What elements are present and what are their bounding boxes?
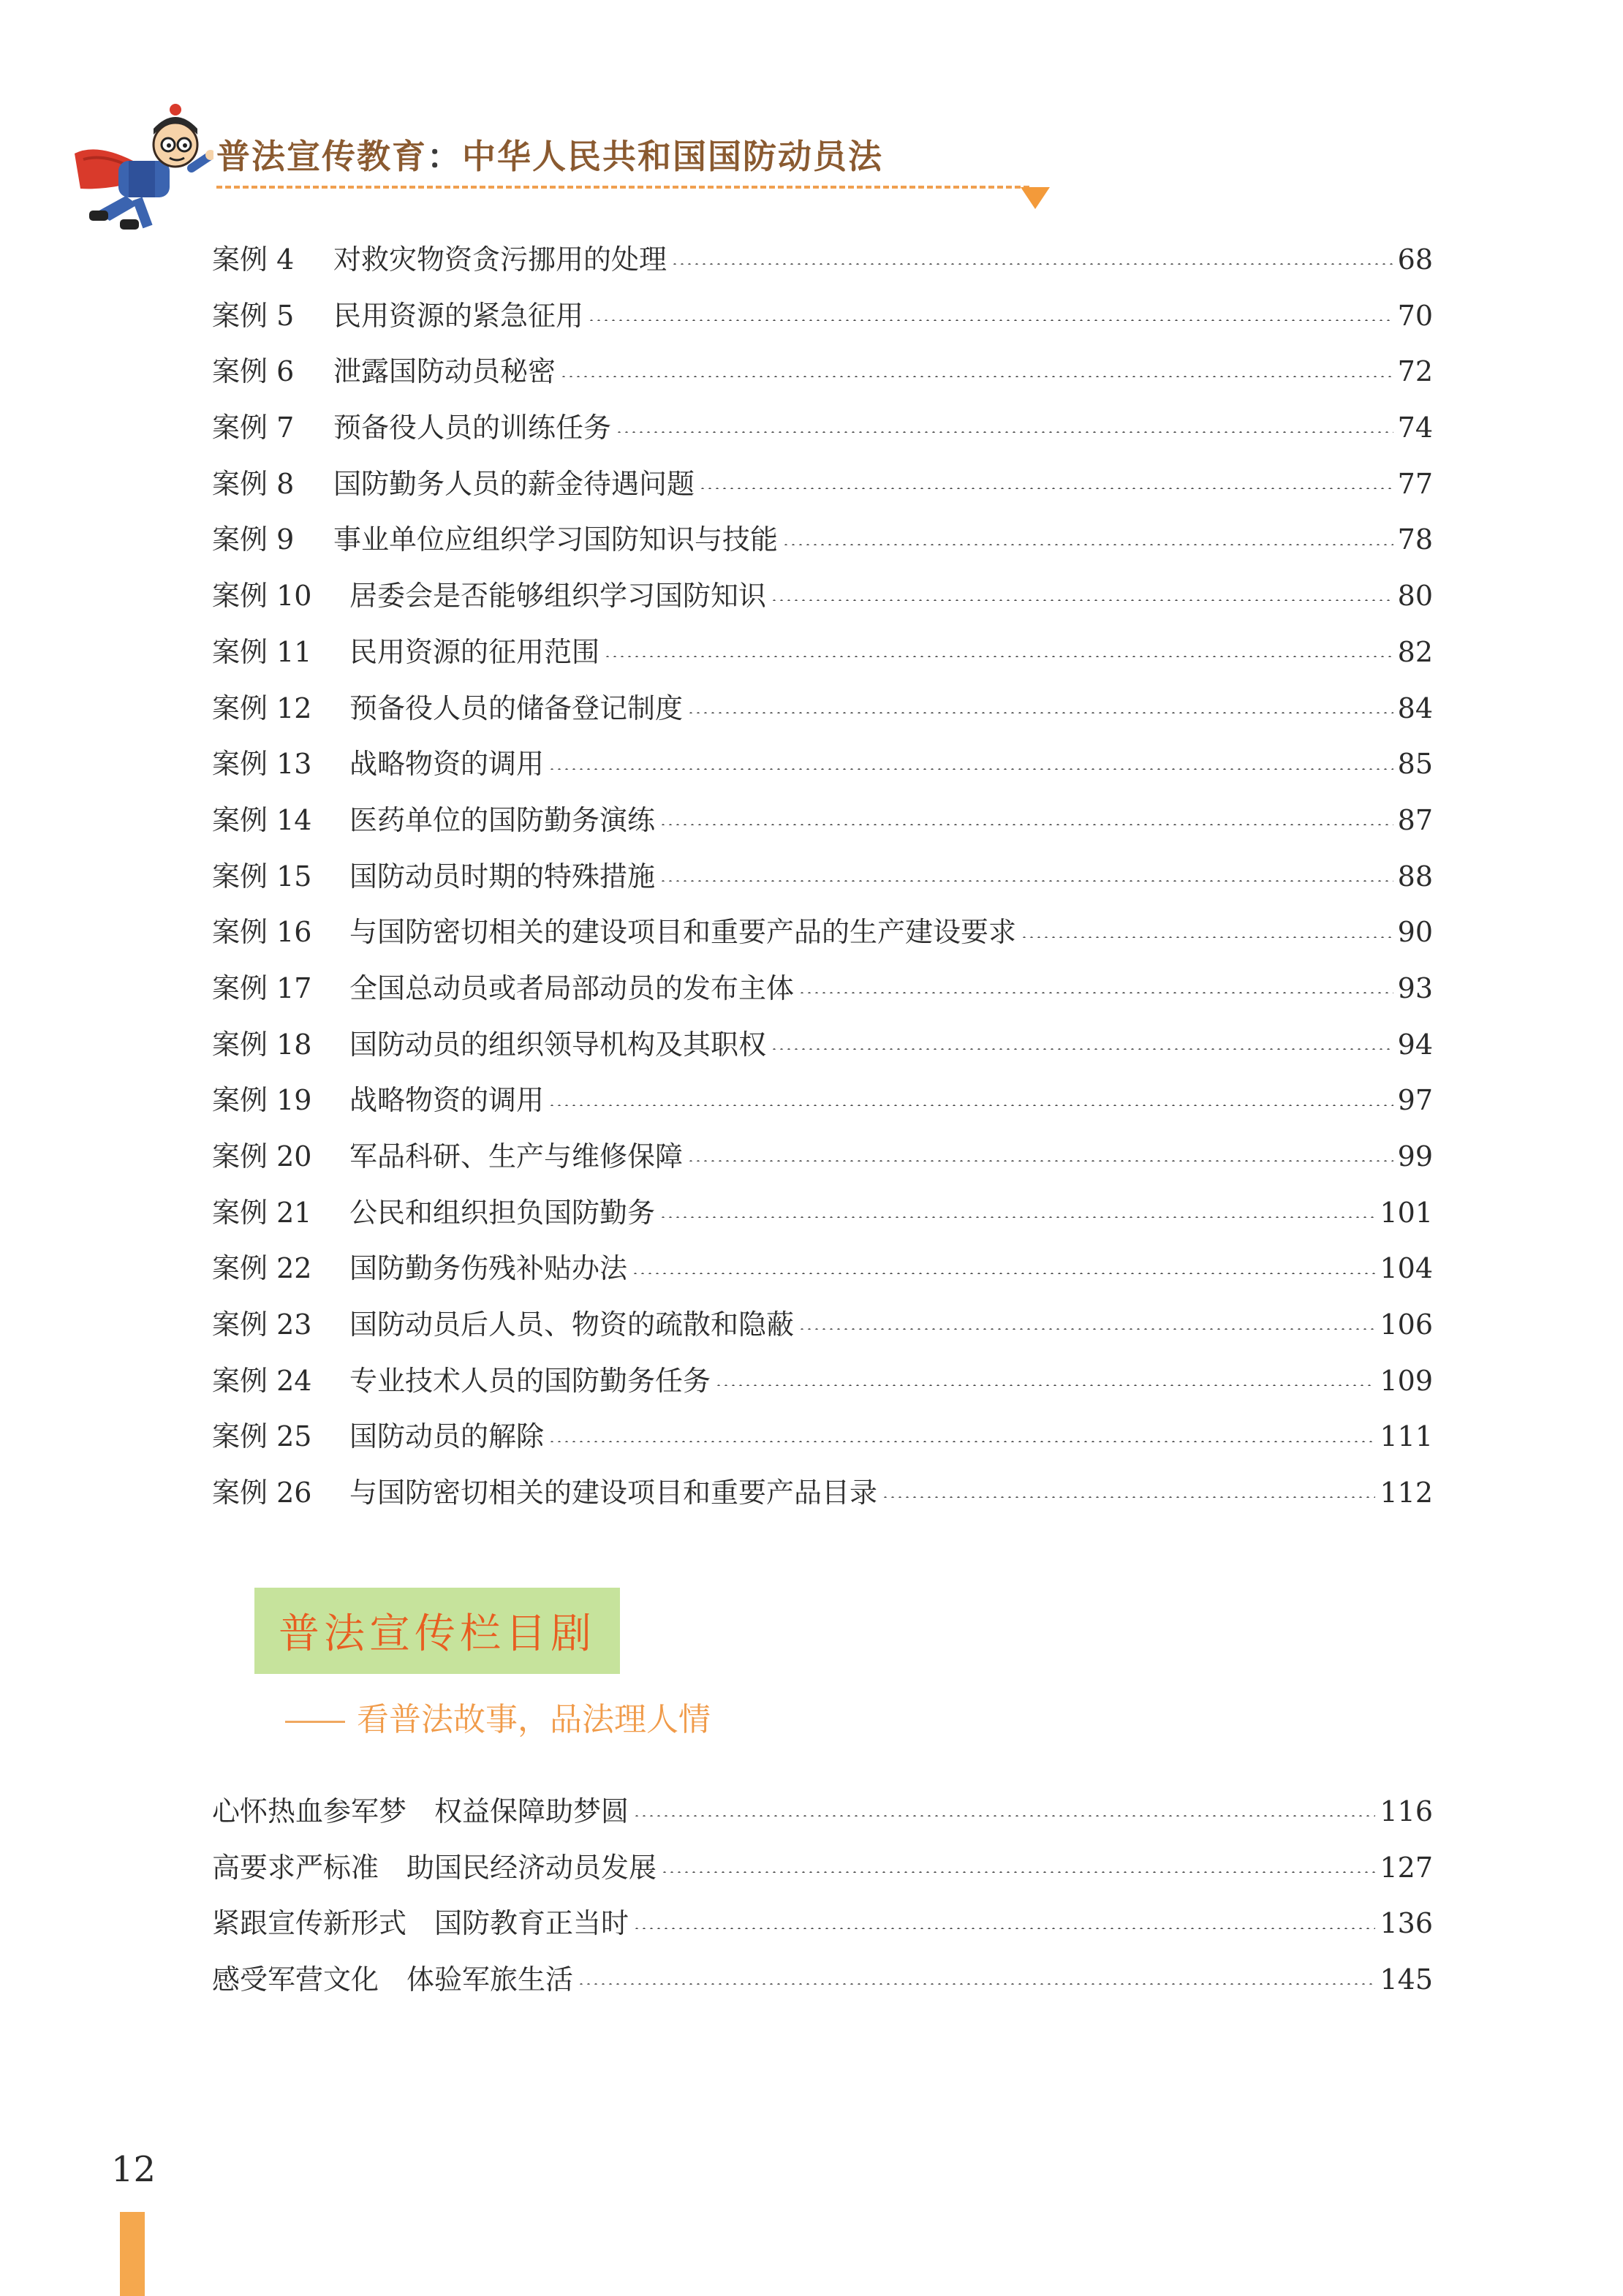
- toc-entry[interactable]: [212, 792, 1433, 849]
- dot-leader: [1021, 936, 1393, 938]
- toc-entry[interactable]: [212, 1895, 1433, 1952]
- dot-leader: [560, 376, 1393, 377]
- toc-entry[interactable]: [212, 456, 1433, 512]
- dot-leader: [699, 488, 1393, 489]
- toc-entry-label: 案例 5: [212, 299, 295, 332]
- toc-entry-title: 专业技术人员的国防勤务任务: [349, 1364, 711, 1397]
- toc-entry-page: 77: [1397, 467, 1433, 500]
- toc-entry-page: 145: [1380, 1963, 1433, 1996]
- dot-leader: [882, 1496, 1375, 1498]
- toc-entry[interactable]: [212, 1297, 1433, 1353]
- dot-leader: [671, 263, 1393, 265]
- toc-entry[interactable]: [212, 344, 1433, 400]
- triangle-marker-icon: [1021, 187, 1050, 209]
- toc-entry-page: 93: [1397, 971, 1433, 1004]
- toc-entry-title: 居委会是否能够组织学习国防知识: [349, 580, 767, 613]
- toc-entry-title: 军品科研、生产与维修保障: [349, 1140, 684, 1172]
- toc-entry[interactable]: [212, 1072, 1433, 1129]
- toc-entry[interactable]: [212, 624, 1433, 681]
- toc-entry[interactable]: [212, 1129, 1433, 1185]
- toc-entry-title: 医药单位的国防勤务演练: [349, 803, 656, 836]
- toc-entry-title: 战略物资的调用: [349, 1084, 545, 1117]
- dot-leader: [632, 1273, 1375, 1274]
- dot-leader: [715, 1384, 1375, 1386]
- toc-entry-page: 127: [1380, 1851, 1433, 1884]
- toc-entry-page: 97: [1397, 1084, 1433, 1117]
- toc-entry-label: 案例 9: [212, 523, 295, 556]
- dot-leader: [659, 824, 1393, 825]
- toc-entry-title: 感受军营文化 体验军旅生活: [212, 1963, 574, 1996]
- toc-entry[interactable]: [212, 1840, 1433, 1896]
- dot-leader: [616, 431, 1393, 433]
- dot-leader: [548, 768, 1393, 770]
- toc-entry-label: 案例 12: [212, 692, 312, 724]
- toc-entry-title: 对救灾物资贪污挪用的处理: [333, 243, 667, 276]
- case-toc-list: [212, 232, 1433, 1521]
- subtitle-dash: [285, 1721, 345, 1723]
- toc-entry-title: 全国总动员或者局部动员的发布主体: [349, 971, 795, 1004]
- dot-leader: [604, 656, 1393, 657]
- toc-entry-title: 与国防密切相关的建设项目和重要产品的生产建设要求: [349, 916, 1017, 949]
- toc-entry-title: 预备役人员的训练任务: [333, 412, 612, 444]
- toc-entry-page: 80: [1397, 580, 1433, 613]
- toc-entry-page: 90: [1397, 916, 1433, 949]
- toc-entry-title: 心怀热血参军梦 权益保障助梦圆: [212, 1795, 629, 1827]
- toc-entry-label: 案例 16: [212, 916, 312, 949]
- toc-entry-title: 事业单位应组织学习国防知识与技能: [333, 523, 779, 556]
- toc-entry-label: 案例 21: [212, 1196, 312, 1229]
- toc-entry-label: 案例 22: [212, 1252, 312, 1285]
- toc-entry-page: 87: [1397, 803, 1433, 836]
- toc-entry-title: 公民和组织担负国防勤务: [349, 1196, 656, 1229]
- toc-entry-page: 101: [1380, 1196, 1433, 1229]
- dot-leader: [588, 319, 1393, 321]
- toc-entry-title: 民用资源的征用范围: [349, 635, 600, 668]
- dot-leader: [771, 1048, 1393, 1050]
- toc-entry-title: 民用资源的紧急征用: [333, 299, 584, 332]
- toc-entry-page: 94: [1397, 1028, 1433, 1061]
- toc-entry[interactable]: [212, 961, 1433, 1017]
- toc-entry-page: 70: [1397, 299, 1433, 332]
- toc-entry-label: 案例 10: [212, 580, 312, 613]
- toc-entry-page: 82: [1397, 635, 1433, 668]
- toc-entry-title: 战略物资的调用: [349, 748, 545, 781]
- toc-entry[interactable]: [212, 512, 1433, 568]
- toc-entry-page: 78: [1397, 523, 1433, 556]
- dot-leader: [659, 880, 1393, 882]
- dot-leader: [771, 599, 1393, 601]
- toc-entry-title: 与国防密切相关的建设项目和重要产品目录: [349, 1477, 878, 1509]
- toc-entry-title: 紧跟宣传新形式 国防教育正当时: [212, 1907, 629, 1940]
- toc-entry-title: 国防动员后人员、物资的疏散和隐蔽: [349, 1308, 795, 1341]
- toc-entry-page: 104: [1380, 1252, 1433, 1285]
- toc-entry-label: 案例 4: [212, 243, 295, 276]
- toc-entry[interactable]: [212, 736, 1433, 792]
- toc-entry-page: 68: [1397, 243, 1433, 276]
- toc-entry-label: 案例 7: [212, 412, 295, 444]
- toc-entry-label: 案例 26: [212, 1477, 312, 1509]
- toc-entry-page: 74: [1397, 412, 1433, 444]
- dot-leader: [578, 1983, 1375, 1985]
- dot-leader: [633, 1928, 1375, 1929]
- section-subtitle-text: 看普法故事，品法理人情: [357, 1701, 711, 1738]
- toc-entry[interactable]: [212, 1952, 1433, 2008]
- dot-leader: [659, 1216, 1375, 1218]
- dot-leader: [548, 1441, 1375, 1442]
- page-number: 12: [111, 2149, 156, 2190]
- toc-entry-label: 案例 19: [212, 1084, 312, 1117]
- toc-entry[interactable]: [212, 232, 1433, 288]
- toc-entry[interactable]: [212, 1465, 1433, 1521]
- toc-entry[interactable]: [212, 400, 1433, 456]
- toc-entry-title: 国防动员的解除: [349, 1420, 545, 1453]
- page-edge-tab: [120, 2212, 145, 2296]
- toc-entry-label: 案例 23: [212, 1308, 312, 1341]
- toc-entry-page: 99: [1397, 1140, 1433, 1172]
- header-title: [216, 130, 883, 178]
- toc-entry-page: 106: [1380, 1308, 1433, 1341]
- section-subtitle: [285, 1693, 711, 1740]
- toc-entry-label: 案例 20: [212, 1140, 312, 1172]
- dot-leader: [661, 1871, 1375, 1873]
- dot-leader: [782, 544, 1393, 545]
- toc-entry[interactable]: [212, 1409, 1433, 1465]
- toc-entry-page: 88: [1397, 860, 1433, 893]
- toc-entry-title: 国防勤务伤残补贴办法: [349, 1252, 628, 1285]
- toc-entry-label: 案例 24: [212, 1364, 312, 1397]
- toc-entry-label: 案例 15: [212, 860, 312, 893]
- toc-entry[interactable]: [212, 1784, 1433, 1840]
- toc-entry-title: 预备役人员的储备登记制度: [349, 692, 684, 724]
- dot-leader: [798, 1328, 1375, 1330]
- toc-entry-page: 116: [1380, 1795, 1433, 1827]
- dot-leader: [798, 992, 1393, 993]
- toc-entry-label: 案例 17: [212, 971, 312, 1004]
- dot-leader: [548, 1105, 1393, 1106]
- toc-entry-title: 国防勤务人员的薪金待遇问题: [333, 467, 695, 500]
- toc-entry-page: 109: [1380, 1364, 1433, 1397]
- toc-entry-label: 案例 8: [212, 467, 295, 500]
- header-series-title: 普法宣传教育: [216, 137, 427, 176]
- toc-entry-label: 案例 18: [212, 1028, 312, 1061]
- toc-entry-page: 111: [1380, 1420, 1433, 1453]
- toc-entry-page: 84: [1397, 692, 1433, 724]
- toc-entry[interactable]: [212, 288, 1433, 344]
- toc-entry[interactable]: [212, 1017, 1433, 1073]
- toc-entry-page: 72: [1397, 355, 1433, 388]
- header-law-title: 中华人民共和国国防动员法: [462, 137, 883, 176]
- toc-entry[interactable]: [212, 681, 1433, 737]
- toc-entry[interactable]: [212, 1353, 1433, 1409]
- toc-entry-label: 案例 6: [212, 355, 295, 388]
- toc-entry[interactable]: [212, 849, 1433, 905]
- toc-entry[interactable]: [212, 904, 1433, 961]
- toc-entry-label: 案例 25: [212, 1420, 312, 1453]
- toc-entry-page: 85: [1397, 748, 1433, 781]
- toc-entry-label: 案例 14: [212, 803, 312, 836]
- toc-entry[interactable]: [212, 568, 1433, 624]
- section-banner: [254, 1588, 620, 1674]
- toc-entry-label: 案例 11: [212, 635, 312, 668]
- toc-entry[interactable]: [212, 1240, 1433, 1297]
- toc-entry-page: 136: [1380, 1907, 1433, 1940]
- superhero-mascot-icon: [67, 102, 213, 234]
- toc-entry-page: 112: [1380, 1477, 1433, 1509]
- dot-leader: [633, 1815, 1375, 1816]
- toc-entry-title: 高要求严标准 助国民经济动员发展: [212, 1851, 657, 1884]
- section-title: 普法宣传栏目剧: [279, 1610, 596, 1658]
- header-separator: ：: [427, 137, 462, 176]
- toc-entry-label: 案例 13: [212, 748, 312, 781]
- toc-entry-title: 国防动员的组织领导机构及其职权: [349, 1028, 767, 1061]
- header-dashed-rule: [216, 186, 1029, 189]
- toc-entry-title: 泄露国防动员秘密: [333, 355, 556, 388]
- toc-entry-title: 国防动员时期的特殊措施: [349, 860, 656, 893]
- dot-leader: [687, 712, 1393, 713]
- episode-toc-list: [212, 1784, 1433, 2008]
- dot-leader: [687, 1160, 1393, 1162]
- toc-entry[interactable]: [212, 1185, 1433, 1241]
